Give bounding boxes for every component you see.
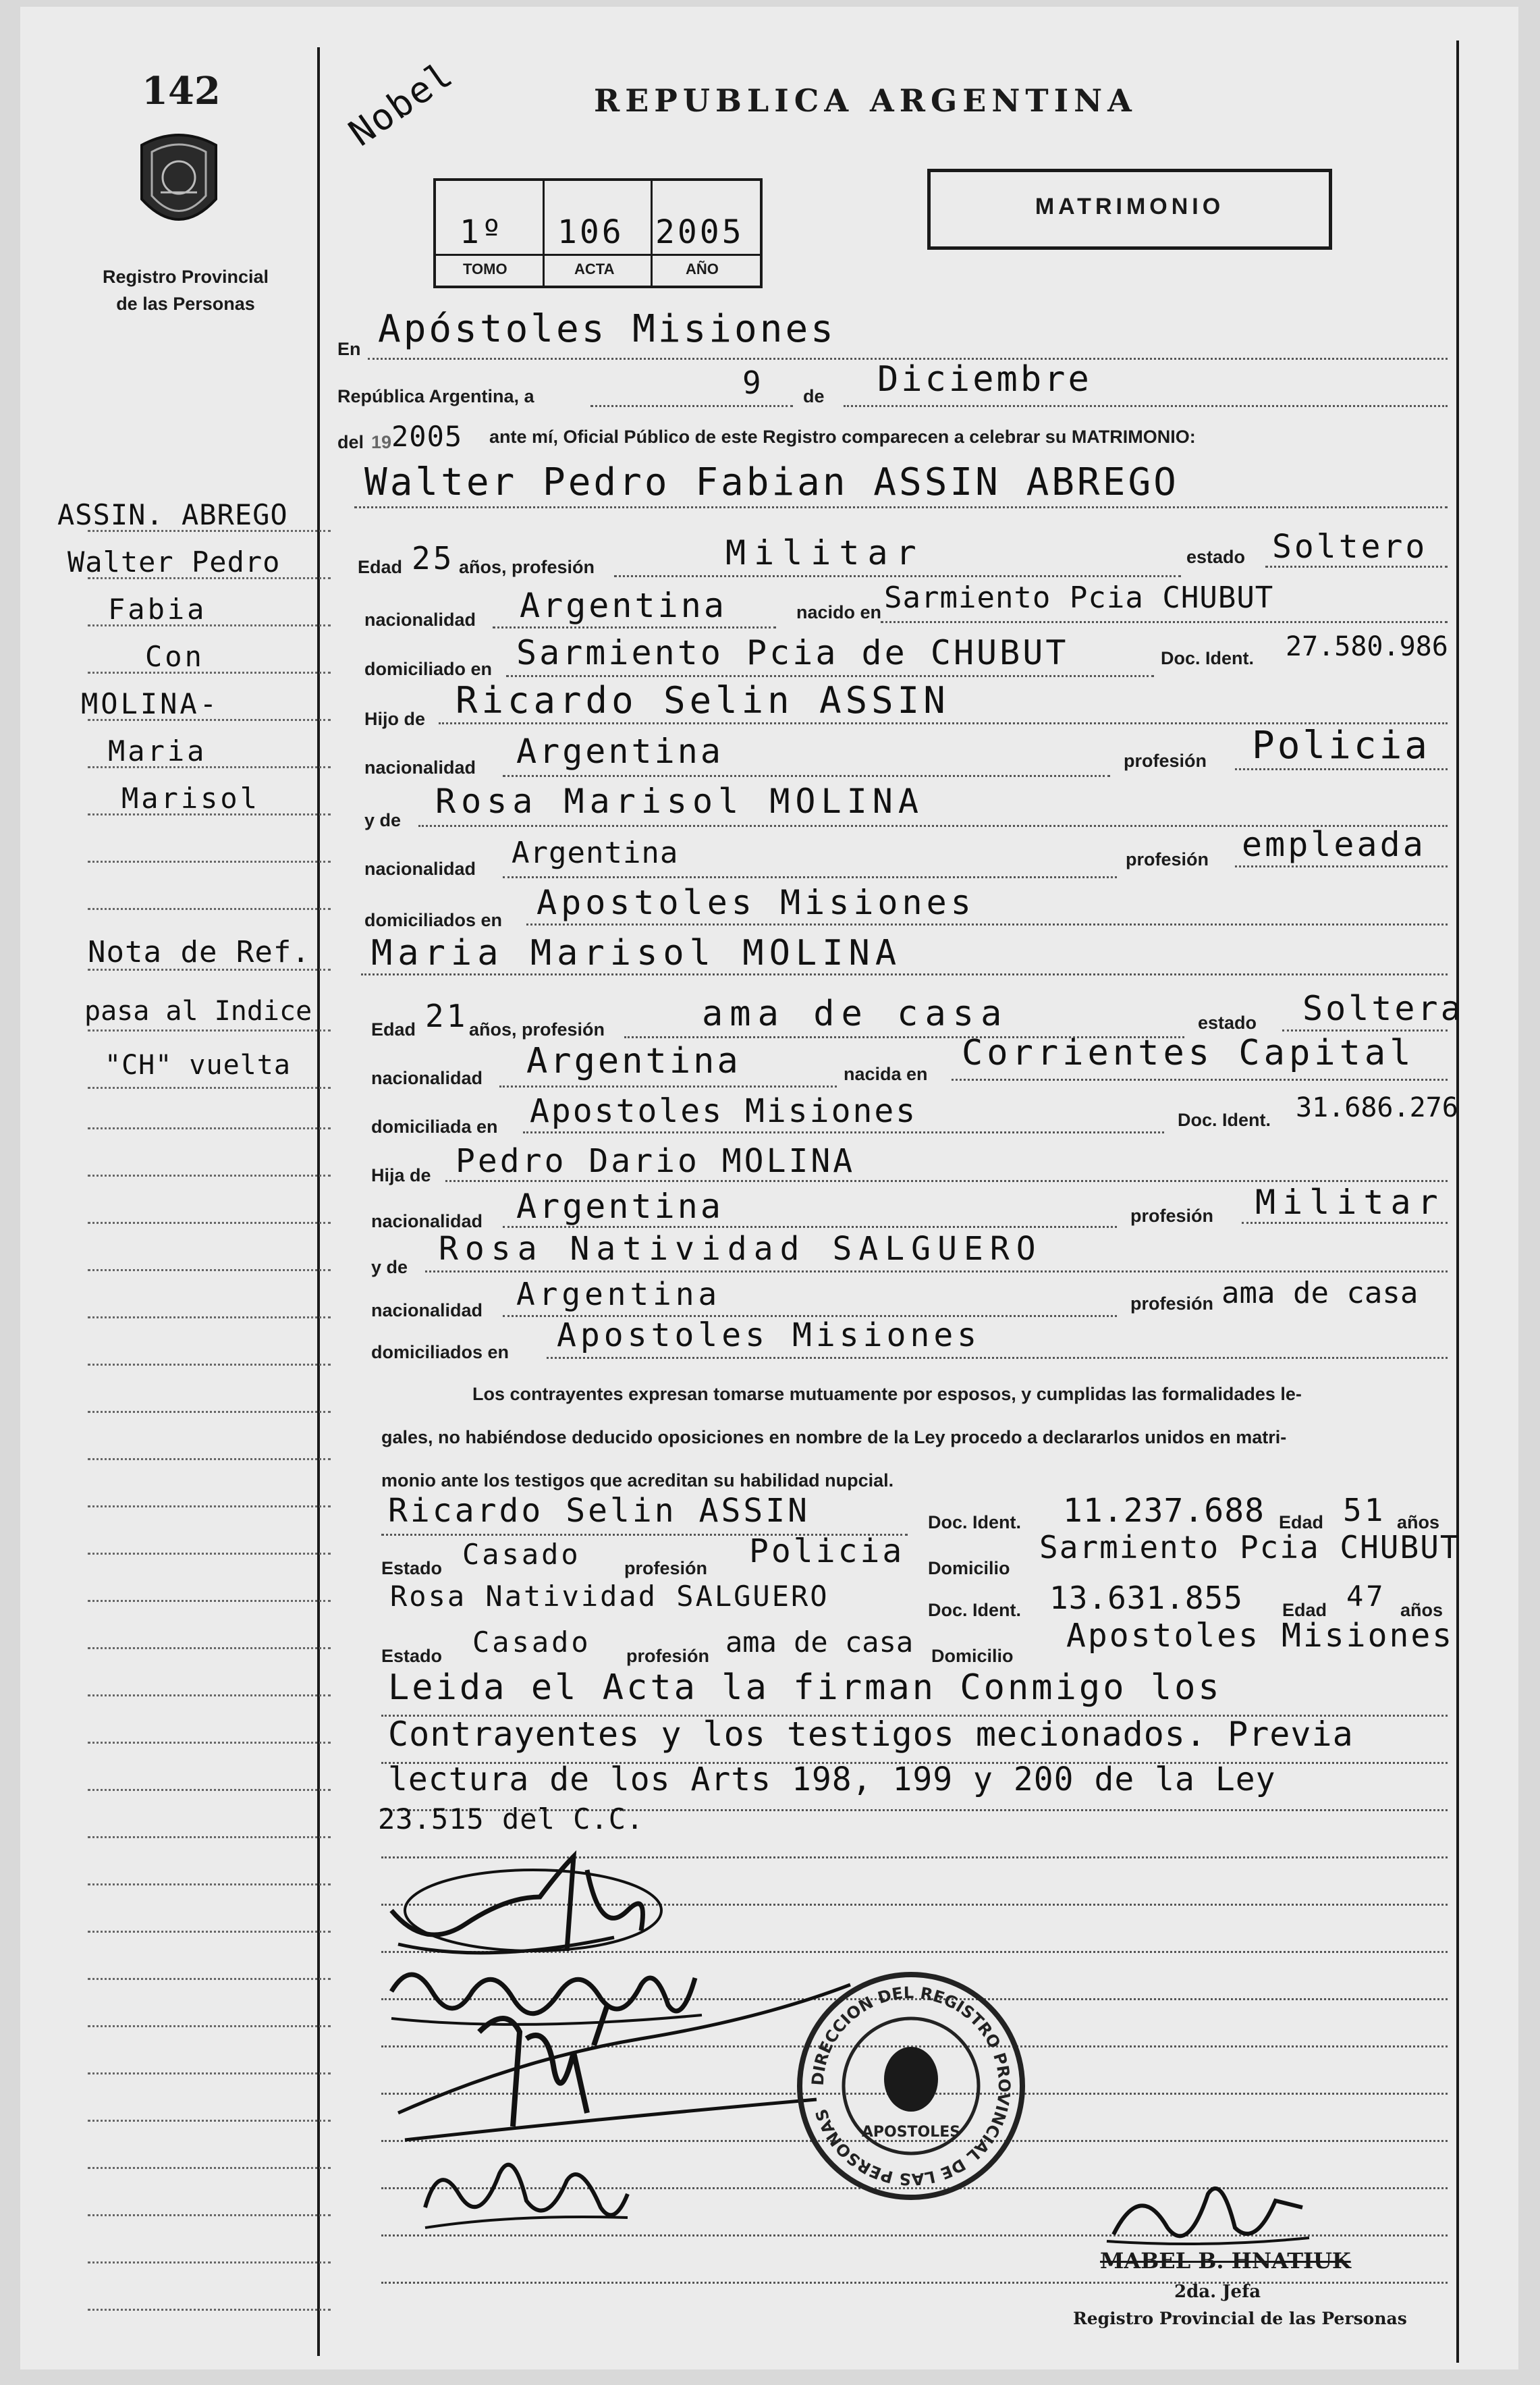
witness1-prof-label: profesión [624,1558,708,1578]
margin-line-11: pasa al Indice [84,996,312,1027]
bride-address: Apostoles Misiones [530,1092,918,1130]
year-value: 2005 [391,420,463,453]
groom-nacido-label: nacido en [796,602,882,622]
ano-value: 2005 [655,213,744,251]
record-reference-box [433,178,763,288]
groom-father-prof-label: profesión [1124,751,1207,771]
registry-name-line2: de las Personas [116,294,255,314]
margin-line-1: ASSIN. ABREGO [57,498,288,531]
margin-line-5: MOLINA- [81,687,220,720]
bride-father: Pedro Dario MOLINA [456,1142,856,1180]
ano-label: AÑO [686,261,719,277]
groom-birthplace: Sarmiento Pcia CHUBUT [884,581,1274,615]
bride-father-nationality: Argentina [516,1187,723,1226]
witness2-name: Rosa Natividad SALGUERO [390,1580,829,1613]
groom-father-nat-label: nacionalidad [364,757,476,778]
signature-4-icon [412,2133,641,2241]
bride-mother-nat-label: nacionalidad [371,1300,483,1320]
closing-line2: Contrayentes y los testigos mecionados. Previa [388,1715,1354,1754]
groom-nacionalidad-label: nacionalidad [364,610,476,630]
groom-name: Walter Pedro Fabian ASSIN ABREGO [364,460,1179,504]
witness2-dom-label: Domicilio [931,1646,1014,1666]
bride-father-profession: Militar [1255,1183,1445,1222]
bride-mother: Rosa Natividad SALGUERO [439,1230,1043,1268]
act-type-box [927,169,1332,250]
bride-edad-label: Edad [371,1019,416,1040]
witness2-age: 47 [1346,1580,1386,1613]
margin-line-4: Con [145,640,204,673]
act-type: MATRIMONIO [1035,194,1225,219]
registry-name-line1: Registro Provincial [102,267,269,287]
margin-line-7: Marisol [121,782,260,815]
republica-label: República Argentina, a [337,386,534,406]
signature-3-icon [385,1978,857,2153]
del-label: del [337,432,364,452]
bride-nacida-label: nacida en [844,1064,928,1084]
official-title: 2da. Jefa [1174,2282,1261,2302]
groom-mother-nat-label: nacionalidad [364,859,476,879]
groom-mother-prof-label: profesión [1126,849,1209,869]
official-office: Registro Provincial de las Personas [1073,2309,1407,2328]
bride-mother-prof-label: profesión [1130,1293,1214,1314]
witness1-status: Casado [462,1538,581,1571]
groom-father: Ricardo Selin ASSIN [456,679,950,722]
witness2-prof-label: profesión [626,1646,710,1666]
margin-line-3: Fabia [108,593,207,626]
bride-parents-dom-label: domiciliados en [371,1342,510,1362]
bride-nationality: Argentina [526,1041,741,1081]
witness2-estado-label: Estado [381,1646,443,1666]
witness1-estado-label: Estado [381,1558,443,1578]
margin-line-6: Maria [108,734,207,768]
groom-yde-label: y de [364,810,402,830]
month-value: Diciembre [877,359,1092,400]
witness2-profession: ama de casa [725,1626,914,1659]
bride-profession: ama de casa [702,994,1009,1034]
bride-mother-nationality: Argentina [516,1276,721,1312]
groom-mother-profession: empleada [1242,825,1426,864]
groom-civil-status: Soltero [1272,528,1428,566]
groom-father-profession: Policia [1252,724,1431,768]
day-value: 9 [742,365,764,401]
bride-yde-label: y de [371,1257,408,1277]
bride-father-prof-label: profesión [1130,1206,1214,1226]
registry-seal-icon [790,1964,1033,2207]
closing-line4: 23.515 del C.C. [378,1802,644,1835]
bride-nacionalidad-label: nacionalidad [371,1068,483,1088]
groom-mother: Rosa Marisol MOLINA [435,782,924,821]
intro-statement: ante mí, Oficial Público de este Registro comparecen a celebrar su MATRIMONIO: [489,427,1196,447]
margin-line-2: Walter Pedro [67,545,281,579]
groom-father-nationality: Argentina [516,732,723,771]
official-name: MABEL B. HNATIUK [1100,2248,1351,2274]
bride-birthplace: Corrientes Capital [962,1033,1415,1073]
witness1-profession: Policia [749,1532,905,1570]
witness2-status: Casado [472,1626,591,1659]
witness1-name: Ricardo Selin ASSIN [388,1492,810,1530]
bride-estado-label: estado [1198,1013,1257,1033]
bride-name: Maria Marisol MOLINA [371,933,902,973]
groom-doc: 27.580.986 [1286,631,1448,662]
right-border [1456,41,1459,2363]
groom-estado-label: estado [1186,547,1246,567]
place-value: Apóstoles Misiones [378,307,836,351]
groom-parents-dom-label: domiciliados en [364,910,503,930]
bride-domiciliada-label: domiciliada en [371,1117,498,1137]
stamp-text: DIRECCION DEL REGISTRO PROVINCIAL DE LAS PERSONAS [808,1983,1014,2189]
bride-doc: 31.686.276 [1296,1092,1458,1123]
tomo-value: 1º [460,213,504,251]
en-label: En [337,339,361,359]
bride-anos-profesion-label: años, profesión [469,1019,605,1040]
groom-hijo-label: Hijo de [364,709,426,729]
groom-anos-profesion-label: años, profesión [459,557,595,577]
groom-age: 25 [412,540,455,577]
closing-line1: Leida el Acta la firman Conmigo los [388,1667,1222,1708]
declaration-line3: monio ante los testigos que acreditan su habilidad nupcial. [381,1470,894,1491]
certificate-page [20,7,1518,2369]
witness2-doc: 13.631.855 [1049,1580,1243,1616]
bride-mother-profession: ama de casa [1221,1276,1419,1310]
groom-nationality: Argentina [520,586,727,625]
corner-note: Nobel [341,53,462,155]
registry-emblem-icon [128,125,229,243]
closing-line3: lectura de los Arts 198, 199 y 200 de la Ley [388,1761,1276,1798]
groom-edad-label: Edad [358,557,403,577]
bride-parents-address: Apostoles Misiones [557,1316,981,1354]
margin-line-12: "CH" vuelta [105,1050,291,1081]
acta-value: 106 [557,213,624,251]
witness1-dom-label: Domicilio [928,1558,1010,1578]
witness1-anos-label: años [1397,1512,1440,1532]
margin-divider [317,47,320,2356]
groom-domiciliado-label: domiciliado en [364,659,493,679]
witness2-address: Apostoles Misiones [1066,1617,1454,1655]
groom-mother-nationality: Argentina [512,836,679,870]
groom-address: Sarmiento Pcia de CHUBUT [516,633,1069,672]
bride-father-nat-label: nacionalidad [371,1211,483,1231]
witness1-age: 51 [1343,1492,1386,1528]
margin-line-10: Nota de Ref. [88,935,310,969]
declaration-line1: Los contrayentes expresan tomarse mutuamente por esposos, y cumplidas las formalidades le- [472,1384,1302,1404]
de-label: de [803,386,825,406]
tomo-label: TOMO [463,261,507,277]
witness1-edad-label: Edad [1279,1512,1324,1532]
bride-doc-label: Doc. Ident. [1178,1110,1271,1130]
acta-label: ACTA [574,261,615,277]
groom-parents-address: Apostoles Misiones [537,883,975,922]
bride-civil-status: Soltera [1302,989,1464,1028]
witness2-edad-label: Edad [1282,1600,1327,1620]
witness2-anos-label: años [1400,1600,1443,1620]
country-title: REPUBLICA ARGENTINA [594,82,1137,119]
witness1-doc-label: Doc. Ident. [928,1512,1022,1532]
page-number: 142 [142,69,221,113]
year-prefix: 19 [371,432,392,452]
bride-age: 21 [425,998,468,1034]
bride-hija-label: Hija de [371,1165,431,1185]
stamp-city: APOSTOLES [861,2124,961,2141]
groom-profession: Militar [725,533,925,572]
witness1-doc: 11.237.688 [1063,1492,1265,1530]
witness2-doc-label: Doc. Ident. [928,1600,1022,1620]
groom-doc-label: Doc. Ident. [1161,648,1255,668]
witness1-address: Sarmiento Pcia CHUBUT [1039,1529,1460,1565]
declaration-line2: gales, no habiéndose deducido oposiciones en nombre de la Ley procedo a declararlos unidos en matri- [381,1427,1287,1447]
official-signature-icon [1100,2167,1316,2255]
